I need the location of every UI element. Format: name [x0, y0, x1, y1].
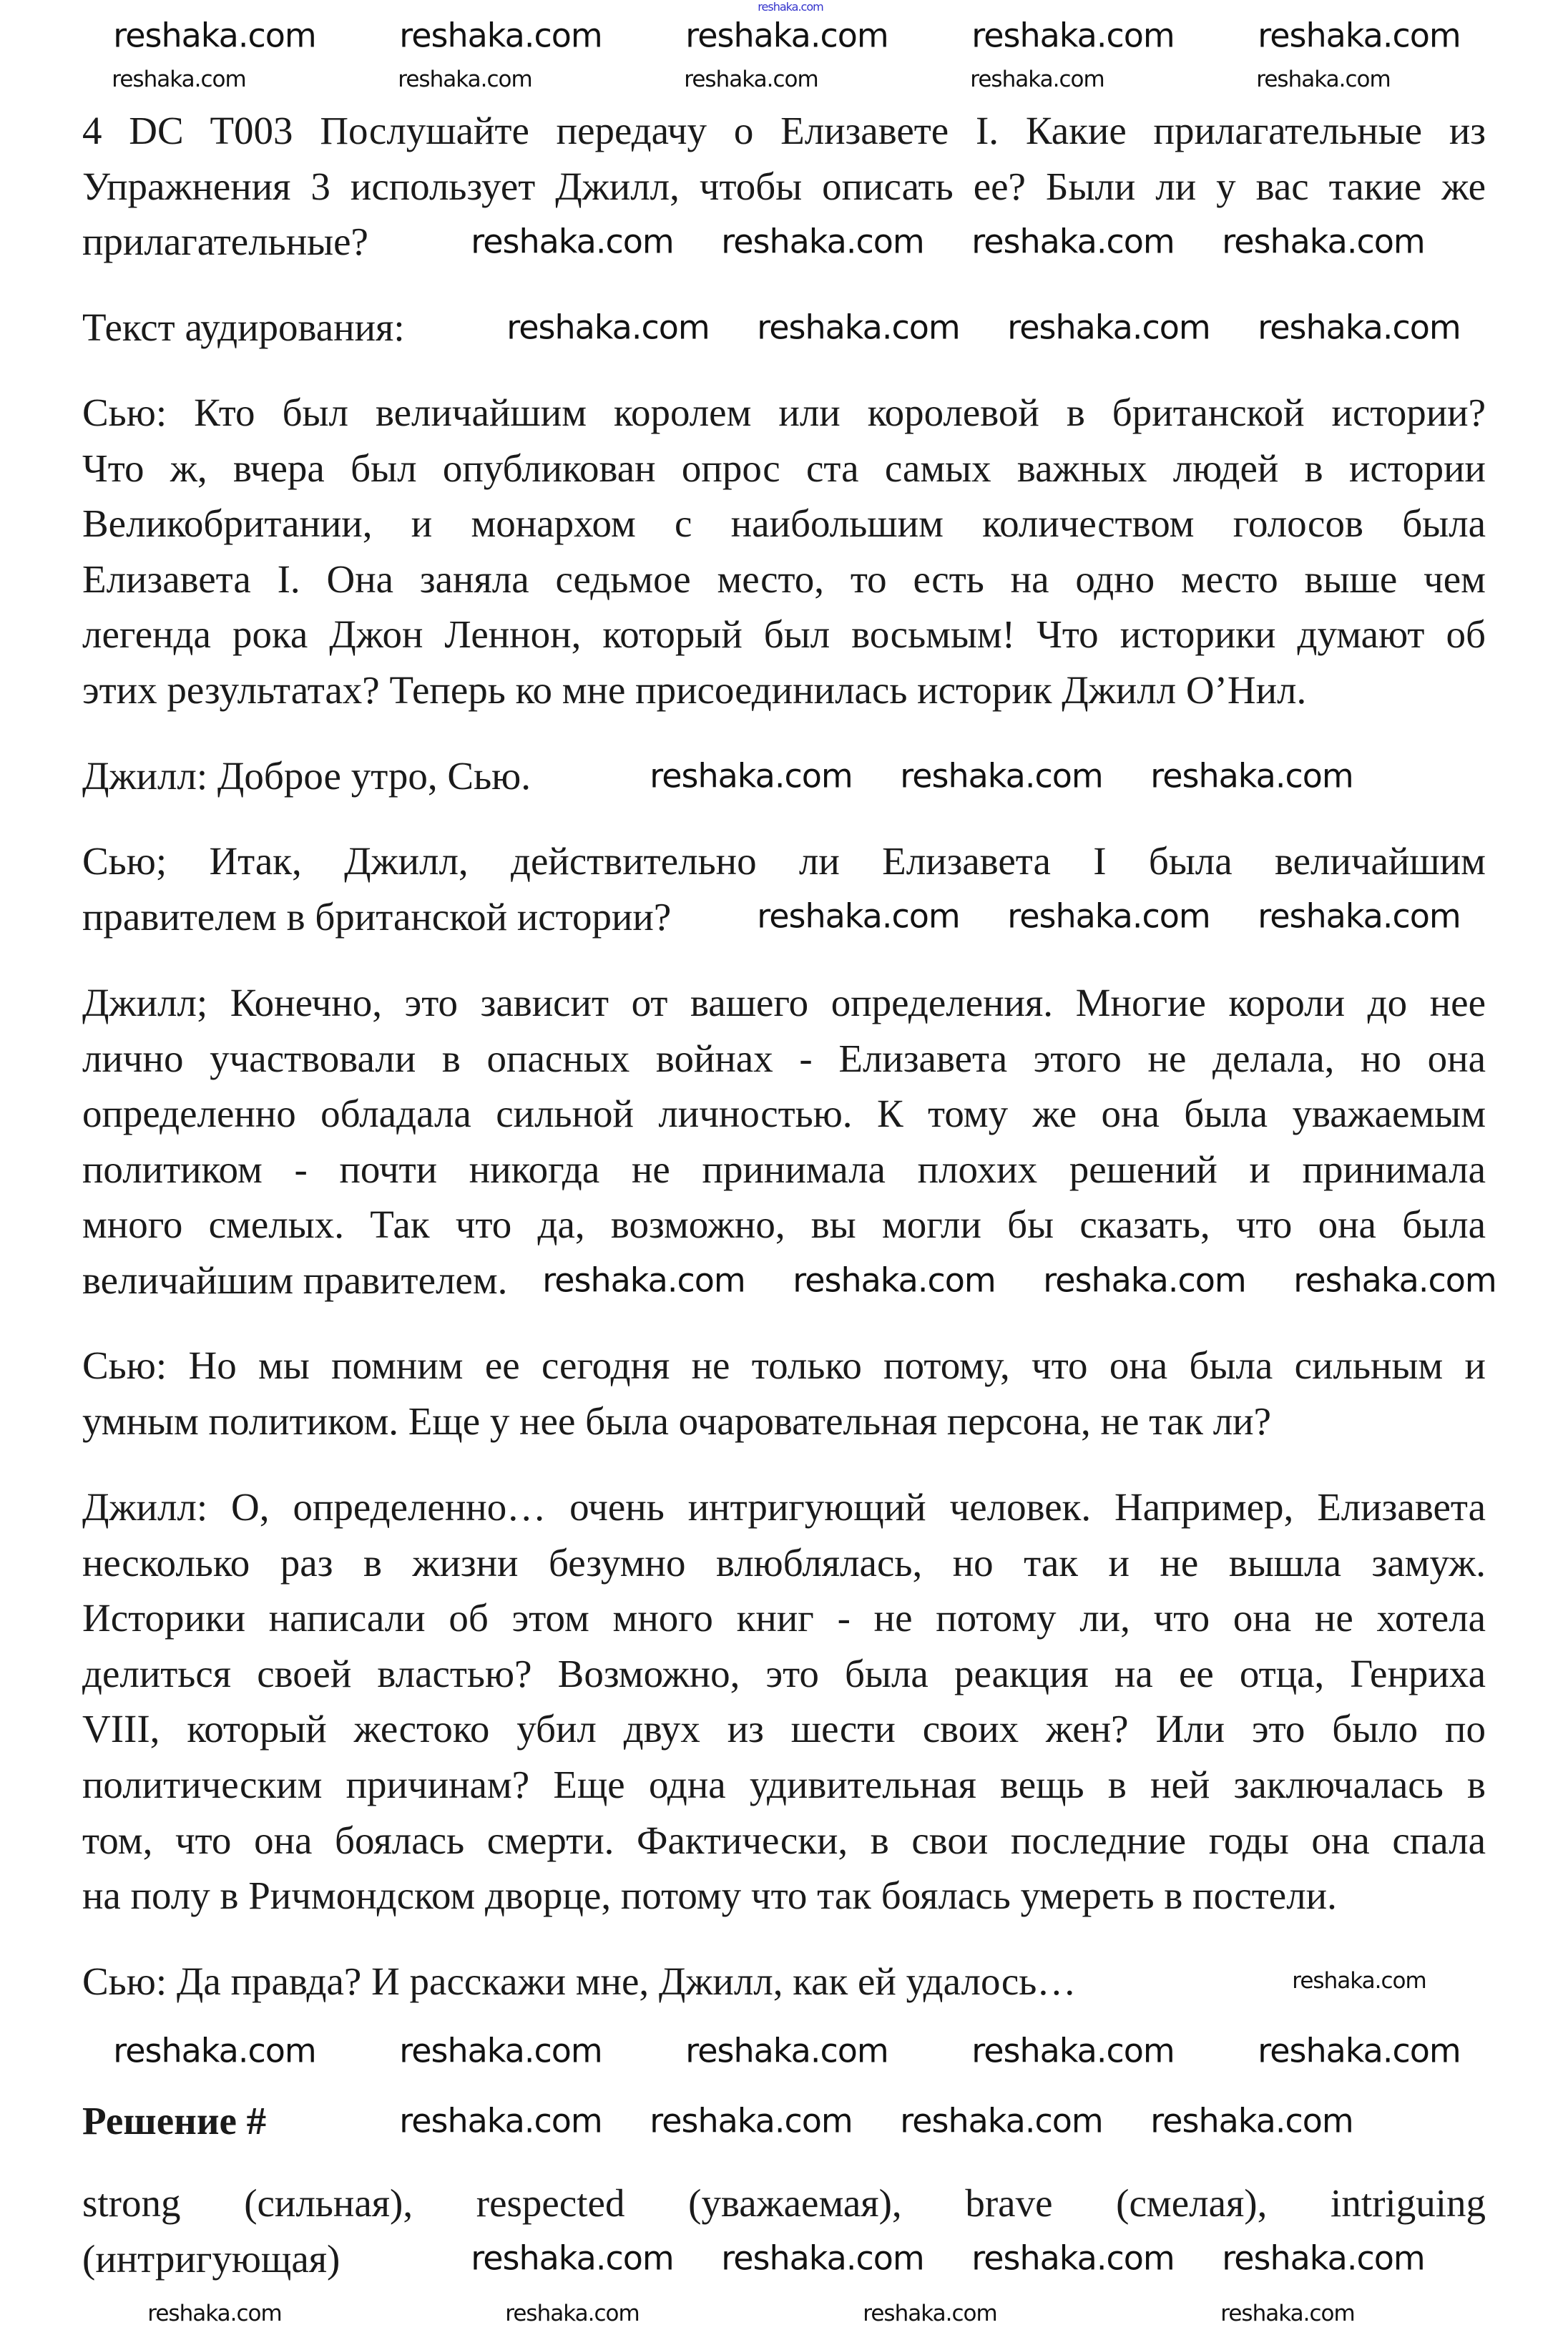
watermark: reshaka.com — [1150, 2101, 1353, 2140]
watermark: reshaka.com — [685, 16, 888, 55]
watermark: reshaka.com — [721, 222, 924, 261]
text-line: политиком - почти никогда не принимала плохих решений и принимала — [82, 1147, 1486, 1191]
watermark: reshaka.com — [757, 308, 960, 347]
watermark: reshaka.com — [1043, 1260, 1246, 1300]
watermark: reshaka.com — [506, 308, 710, 347]
watermark: reshaka.com — [1258, 16, 1461, 55]
watermark: reshaka.com — [471, 222, 674, 261]
watermark: reshaka.com — [757, 896, 960, 936]
watermark: reshaka.com — [1222, 2238, 1425, 2278]
watermark: reshaka.com — [542, 1260, 745, 1300]
text-line: Великобритании, и монархом с наибольшим количеством голосов была — [82, 501, 1486, 546]
watermark: reshaka.com — [971, 16, 1175, 55]
watermark: reshaka.com — [900, 756, 1103, 795]
paragraph-sue-4 — [82, 1954, 1486, 2009]
watermark: reshaka.com — [684, 67, 818, 93]
watermark: reshaka.com — [971, 222, 1175, 261]
watermark: reshaka.com — [900, 2101, 1103, 2140]
watermark: reshaka.com — [147, 2301, 282, 2327]
text-line: Джилл; Конечно, это зависит от вашего определения. Многие короли до нее — [82, 981, 1486, 1024]
watermark: reshaka.com — [1258, 896, 1461, 936]
text-line: (интригующая) — [82, 2236, 340, 2281]
watermark: reshaka.com — [398, 67, 532, 93]
text-line: strong (сильная), respected (уважаемая), brave (смелая), intriguing — [82, 2181, 1486, 2225]
watermark: reshaka.com — [113, 16, 316, 55]
text-line: величайшим правителем. — [82, 1258, 508, 1302]
text-line: Сью: Да правда? И расскажи мне, Джилл, как ей удалось… — [82, 1959, 1077, 2003]
text-line: Джилл: О, определенно… очень интригующий человек. Например, Елизавета — [82, 1485, 1486, 1529]
text-line: политическим причинам? Еще одна удивительная вещь в ней заключалась в — [82, 1762, 1486, 1806]
watermark: reshaka.com — [399, 2031, 602, 2070]
text-line: том, что она боялась смерти. Фактически, в свои последние годы она спала — [82, 1818, 1486, 1862]
text-line: Историки написали об этом много книг - не потому ли, что она не хотела — [82, 1596, 1486, 1640]
header-watermark: reshaka.com — [758, 0, 823, 14]
watermark: reshaka.com — [113, 2031, 316, 2070]
paragraph-jill-2 — [82, 975, 1486, 1308]
text-line: Текст аудирования: — [82, 305, 405, 349]
watermark: reshaka.com — [1150, 756, 1353, 795]
text-line: Сью: Кто был величайшим королем или королевой в британской истории? — [82, 391, 1486, 434]
watermark: reshaka.com — [685, 2031, 888, 2070]
watermark: reshaka.com — [112, 67, 246, 93]
watermark: reshaka.com — [471, 2238, 674, 2278]
watermark: reshaka.com — [1258, 2031, 1461, 2070]
paragraph-jill-3 — [82, 1479, 1486, 1924]
watermark: reshaka.com — [650, 2101, 853, 2140]
watermark: reshaka.com — [1256, 67, 1391, 93]
watermark: reshaka.com — [1258, 308, 1461, 347]
text-line: Сью: Но мы помним ее сегодня не только потому, что она была сильным и — [82, 1343, 1486, 1387]
text-line: лично участвовали в опасных войнах - Елизавета этого не делала, но она — [82, 1036, 1486, 1080]
watermark: reshaka.com — [721, 2238, 924, 2278]
text-line: правителем в британской истории? — [82, 894, 672, 939]
watermark: reshaka.com — [1293, 1260, 1496, 1300]
paragraph-sue-1 — [82, 385, 1486, 718]
text-line: Что ж, вчера был опубликован опрос ста самых важных людей в истории — [82, 446, 1486, 490]
watermark: reshaka.com — [793, 1260, 996, 1300]
text-line: несколько раз в жизни безумно влюблялась, но так и не вышла замуж. — [82, 1540, 1486, 1585]
text-line: много смелых. Так что да, возможно, вы могли бы сказать, что она была — [82, 1203, 1486, 1247]
text-line: Елизавета I. Она заняла седьмое место, то есть на одно место выше чем — [82, 557, 1486, 601]
watermark: reshaka.com — [1007, 308, 1210, 347]
text-line: определенно обладала сильной личностью. К тому же она была уважаемым — [82, 1092, 1486, 1136]
text-line: Упражнения 3 использует Джилл, чтобы описать ее? Были ли у вас такие же — [82, 164, 1486, 208]
text-line: легенда рока Джон Леннон, который был восьмым! Что историки думают об — [82, 612, 1486, 657]
watermark: reshaka.com — [1007, 896, 1210, 936]
watermark: reshaka.com — [1222, 222, 1425, 261]
watermark: reshaka.com — [1220, 2301, 1355, 2327]
watermark: reshaka.com — [399, 2101, 602, 2140]
text-line: Решение # — [82, 2099, 267, 2143]
watermark: reshaka.com — [650, 756, 853, 795]
text-line: Сью; Итак, Джилл, действительно ли Елизавета I была величайшим — [82, 839, 1486, 883]
watermark: reshaka.com — [971, 2238, 1175, 2278]
text-line: делиться своей властью? Возможно, это была реакция на ее отца, Генриха — [82, 1651, 1486, 1695]
watermark: reshaka.com — [971, 2031, 1175, 2070]
paragraph-sue-3 — [82, 1338, 1486, 1449]
watermark: reshaka.com — [1292, 1968, 1426, 1994]
watermark: reshaka.com — [505, 2301, 640, 2327]
watermark: reshaka.com — [399, 16, 602, 55]
text-line: 4 DC T003 Послушайте передачу о Елизавете I. Какие прилагательные из — [82, 109, 1486, 152]
text-line: Джилл: Доброе утро, Сью. — [82, 754, 531, 798]
text-line: VIII, который жестоко убил двух из шести своих жен? Или это было по — [82, 1707, 1486, 1751]
text-line: прилагательные? — [82, 220, 368, 264]
text-line: на полу в Ричмондском дворце, потому что так боялась умереть в постели. — [82, 1874, 1337, 1918]
text-line: этих результатах? Теперь ко мне присоединилась историк Джилл О’Нил. — [82, 667, 1307, 712]
watermark: reshaka.com — [970, 67, 1104, 93]
watermark: reshaka.com — [863, 2301, 997, 2327]
text-line: умным политиком. Еще у нее была очаровательная персона, не так ли? — [82, 1399, 1272, 1443]
